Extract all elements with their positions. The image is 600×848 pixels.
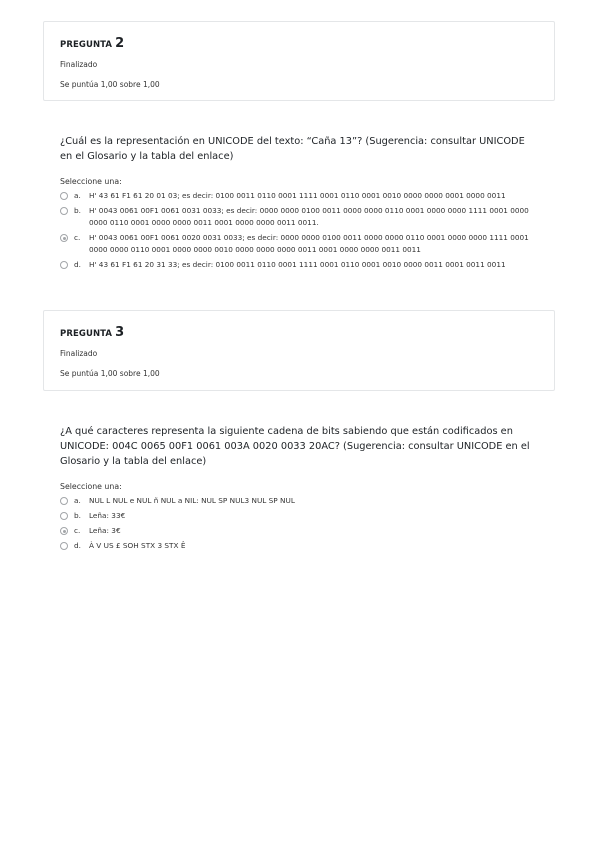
answer-option-a[interactable] [60,495,540,507]
answer-option-b[interactable] [60,510,540,522]
option-letter: b. [74,511,81,520]
option-letter: b. [74,206,81,215]
question-2-content [60,134,540,274]
radio-button[interactable] [60,542,68,550]
question-number: 3 [115,325,125,340]
radio-button-selected[interactable] [60,234,68,242]
option-letter: c. [74,233,81,242]
answer-option-c[interactable] [60,525,540,537]
option-text: H' 0043 0061 00F1 0061 0031 0033; es decir: 0000 0000 0100 0011 0000 0000 0110 0001 0000 0000 1111 0001 0000 0000 0110 0001 0000 0000 0011 0001 0000 0000 0011 0011. [89,206,529,227]
answer-option-b[interactable] [60,205,540,229]
question-grade: Se puntúa 1,00 sobre 1,00 [60,80,160,89]
option-text: NUL L NUL e NUL ñ NUL a NIL: NUL SP NUL3 NUL SP NUL [89,496,295,505]
question-2-heading [60,36,538,51]
option-text: À V US £ SOH STX 3 STX Ê [89,541,186,550]
question-3-heading [60,325,538,340]
option-text: H' 43 61 F1 61 20 31 33; es decir: 0100 0011 0110 0001 1111 0001 0110 0001 0010 0000 0011 0001 0011 0011 [89,260,506,269]
radio-button-selected[interactable] [60,527,68,535]
radio-button[interactable] [60,207,68,215]
question-text: ¿A qué caracteres representa la siguiente cadena de bits sabiendo que están codificados en UNICODE: 004C 0065 00F1 0061 003A 0020 0033 20AC? (Sugerencia: consultar UNICODE en el Glosario y la tabla del enlace) [60,426,530,467]
radio-button[interactable] [60,261,68,269]
radio-button[interactable] [60,497,68,505]
question-state: Finalizado [60,60,98,69]
answer-option-d[interactable] [60,540,540,552]
option-text: Leña: 3€ [89,526,121,535]
question-3-content [60,424,540,555]
answer-prompt: Seleccione una: [60,482,122,491]
question-label: PREGUNTA [60,329,113,339]
option-text: H' 43 61 F1 61 20 01 03; es decir: 0100 0011 0110 0001 1111 0001 0110 0001 0010 0000 0000 0001 0000 0011 [89,191,506,200]
radio-button[interactable] [60,512,68,520]
answer-option-d[interactable] [60,259,540,271]
option-text: H' 0043 0061 00F1 0061 0020 0031 0033; es decir: 0000 0000 0100 0011 0000 0000 0110 0001 0000 0000 1111 0001 0000 0000 0110 0001 0000 0000 0010 0000 0000 0000 0011 0001 0000 0000 0011 0011 [89,233,529,254]
option-letter: c. [74,526,81,535]
option-letter: d. [74,260,81,269]
radio-button[interactable] [60,192,68,200]
question-grade: Se puntúa 1,00 sobre 1,00 [60,369,160,378]
question-3-info [43,310,555,391]
question-number: 2 [115,36,125,51]
option-letter: a. [74,496,81,505]
question-2-info [43,21,555,101]
question-text: ¿Cuál es la representación en UNICODE del texto: “Caña 13”? (Sugerencia: consultar UNICODE en el Glosario y la tabla del enlace) [60,136,525,162]
question-label: PREGUNTA [60,40,113,50]
answer-prompt: Seleccione una: [60,177,122,186]
answer-option-c[interactable] [60,232,540,256]
option-letter: a. [74,191,81,200]
option-text: Leña: 33€ [89,511,126,520]
question-state: Finalizado [60,349,98,358]
answer-option-a[interactable] [60,190,540,202]
option-letter: d. [74,541,81,550]
